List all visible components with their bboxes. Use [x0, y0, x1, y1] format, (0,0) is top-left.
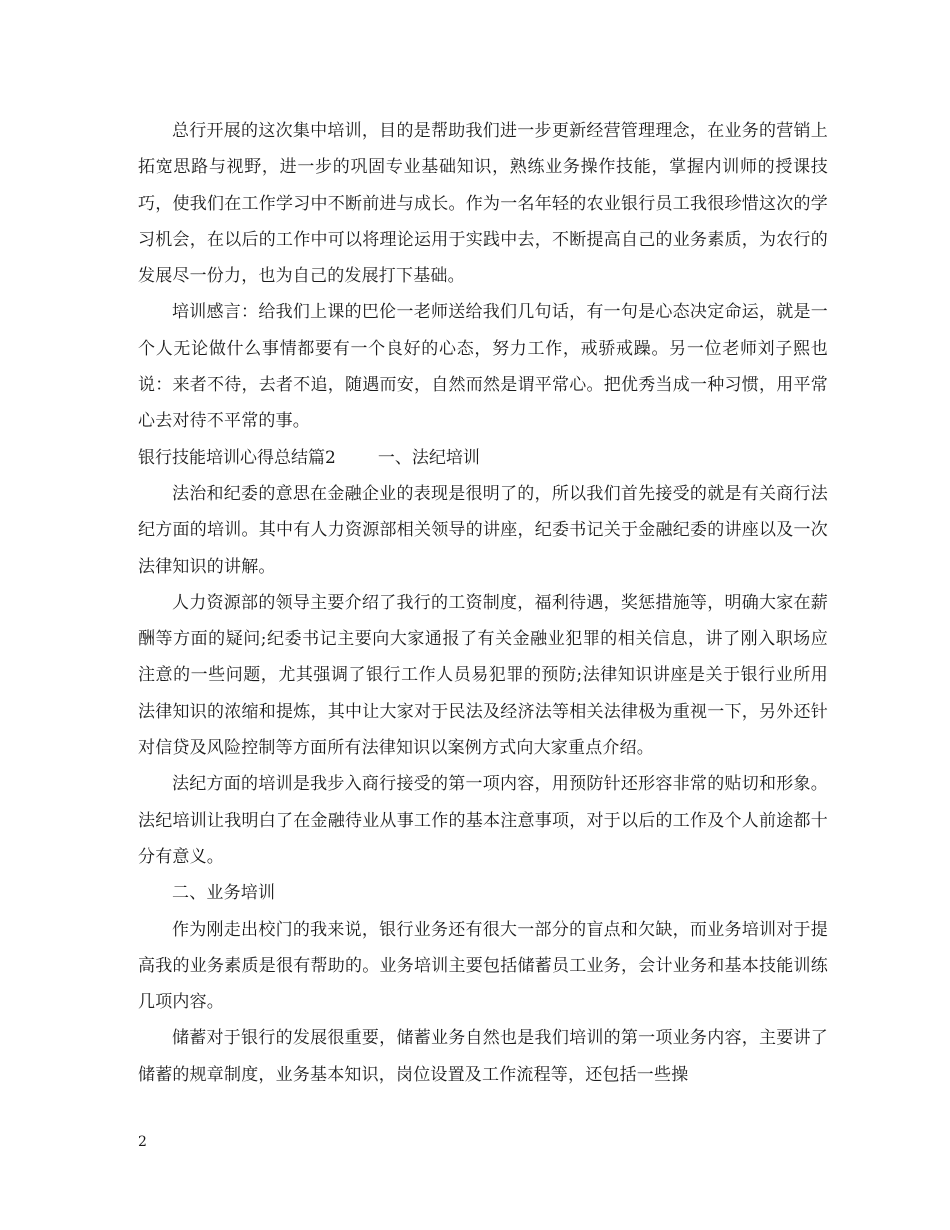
paragraph-training-purpose: 总行开展的这次集中培训，目的是帮助我们进一步更新经营管理理念，在业务的营销上拓宽思路与视野，进一步的巩固专业基础知识，熟练业务操作技能，掌握内训师的授课技巧，使我们在工作学习中不断前进与成长。作为一名年轻的农业银行员工我很珍惜这次的学习机会，在以后的工作中可以将理论运用于实践中去，不断提高自己的业务素质，为农行的发展尽一份力，也为自己的发展打下基础。 — [138, 121, 828, 287]
section-title: 银行技能培训心得总结篇2 — [138, 447, 336, 468]
page-number: 2 — [138, 1134, 147, 1150]
document-body — [138, 113, 828, 1093]
subsection-heading-law: 一、法纪培训 — [377, 447, 480, 468]
paragraph-law-intro: 法治和纪委的意思在金融企业的表现是很明了的，所以我们首先接受的就是有关商行法纪方面的培训。其中有人力资源部相关领导的讲座，纪委书记关于金融纪委的讲座以及一次法律知识的讲解。 — [138, 483, 828, 577]
paragraph-training-thoughts: 培训感言：给我们上课的巴伦一老师送给我们几句话，有一句是心态决定命运，就是一个人无论做什么事情都要有一个良好的心态，努力工作，戒骄戒躁。另一位老师刘子熙也说：来者不待，去者不追，随遇而安，自然而然是谓平常心。把优秀当成一种习惯，用平常心去对待不平常的事。 — [138, 302, 828, 432]
subsection-heading-business: 二、业务培训 — [172, 883, 276, 904]
section-heading-line — [138, 440, 828, 476]
paragraph-law-summary: 法纪方面的培训是我步入商行接受的第一项内容，用预防针还形容非常的贴切和形象。法纪培训让我明白了在金融待业从事工作的基本注意事项，对于以后的工作及个人前途都十分有意义。 — [138, 774, 828, 867]
paragraph-law-details: 人力资源部的领导主要介绍了我行的工资制度，福利待遇，奖惩措施等，明确大家在薪酬等方面的疑问;纪委书记主要向大家通报了有关金融业犯罪的相关信息，讲了刚入职场应注意的一些问题，尤其强调了银行工作人员易犯罪的预防;法律知识讲座是关于银行业所用法律知识的浓缩和提炼，其中让大家对于民法及经济法等相关法律极为重视一下，另外还针对信贷及风险控制等方面所有法律知识以案例方式向大家重点介绍。 — [138, 592, 828, 759]
paragraph-savings: 储蓄对于银行的发展很重要，储蓄业务自然也是我们培训的第一项业务内容，主要讲了储蓄的规章制度，业务基本知识，岗位设置及工作流程等，还包括一些操 — [138, 1028, 828, 1085]
paragraph-business-intro: 作为刚走出校门的我来说，银行业务还有很大一部分的盲点和欠缺，而业务培训对于提高我的业务素质是很有帮助的。业务培训主要包括储蓄员工业务，会计业务和基本技能训练几项内容。 — [138, 919, 828, 1013]
